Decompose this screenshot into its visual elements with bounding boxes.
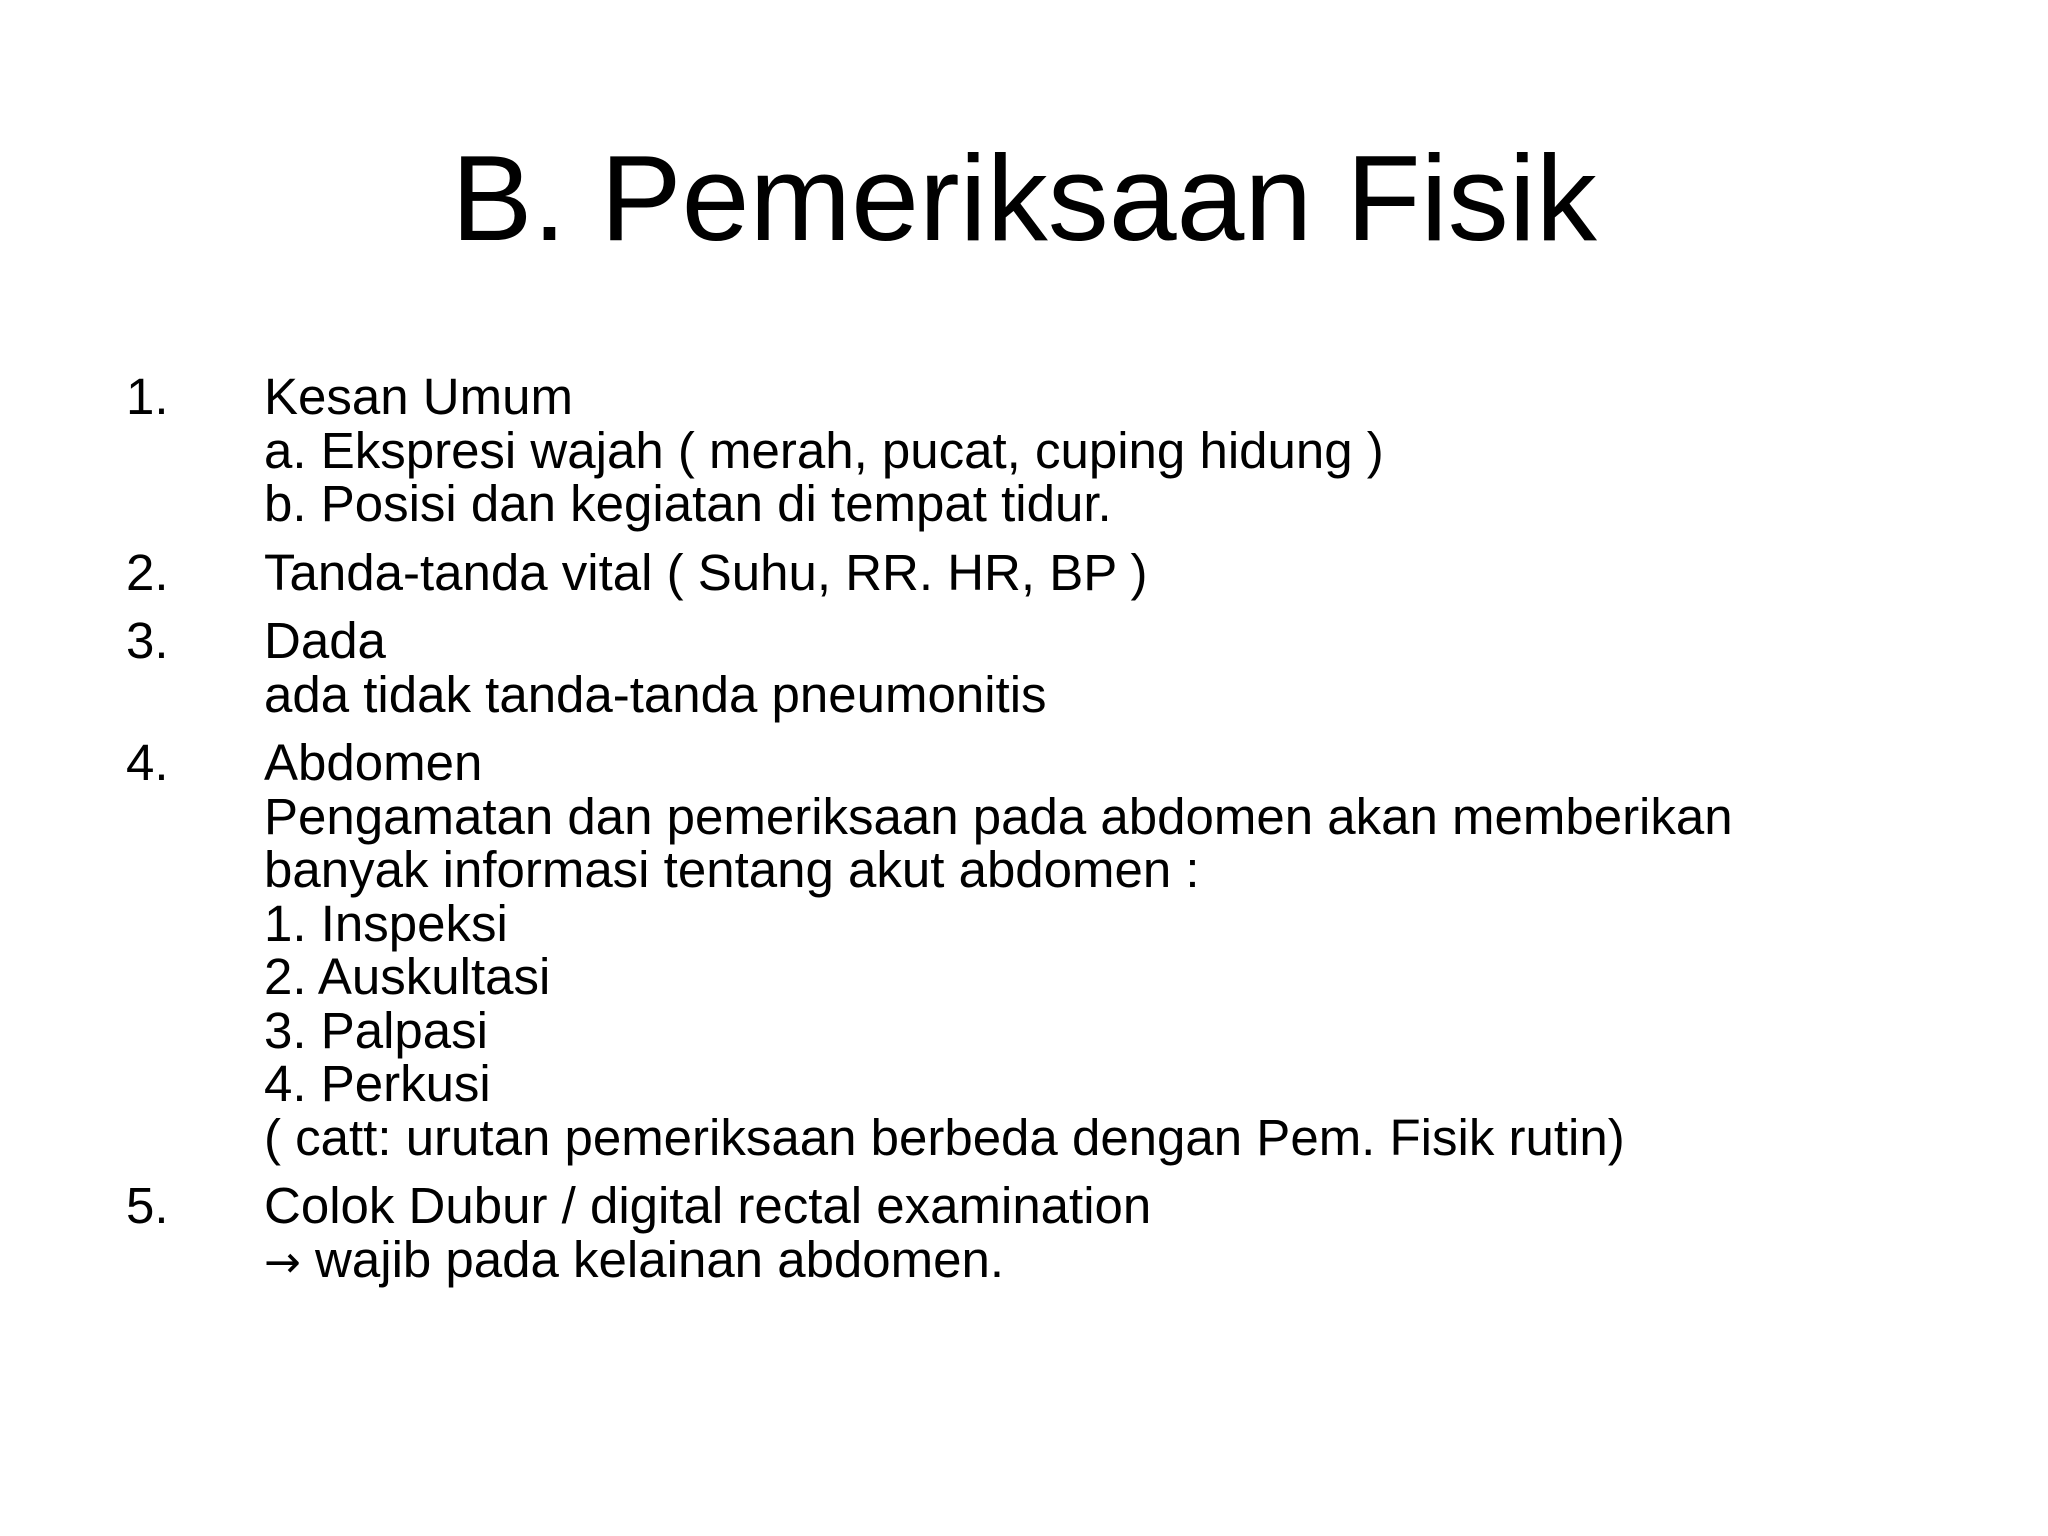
item-heading: Abdomen (264, 734, 483, 791)
item-heading: Tanda-tanda vital ( Suhu, RR. HR, BP ) (264, 543, 1148, 601)
list-item (126, 370, 2026, 531)
list-item-number: 5. (126, 1177, 169, 1234)
right-arrow-icon: → (264, 1236, 301, 1288)
list-item-number: 2. (126, 543, 169, 601)
sub-item-perkusi: 4. Perkusi (264, 1055, 491, 1112)
page-title: B. Pemeriksaan Fisik (451, 130, 1597, 266)
item-line: banyak informasi tentang akut abdomen : (264, 841, 1200, 898)
item-line: Pengamatan dan pemeriksaan pada abdomen akan memberikan (264, 787, 1733, 845)
list-item (126, 736, 2026, 1164)
item-note: ( catt: urutan pemeriksaan berbeda dengan Pem. Fisik rutin) (264, 1108, 1625, 1166)
item-line: b. Posisi dan kegiatan di tempat tidur. (264, 475, 1112, 532)
list-item (126, 614, 2026, 721)
item-line: ada tidak tanda-tanda pneumonitis (264, 665, 1047, 723)
item-heading: Colok Dubur / digital rectal examination (264, 1177, 1152, 1234)
item-line: a. Ekspresi wajah ( merah, pucat, cuping hidung ) (264, 421, 1384, 479)
list-item-number: 1. (126, 368, 169, 425)
item-heading: Kesan Umum (264, 368, 573, 425)
content-list (126, 370, 2026, 1304)
sub-item-palpasi: 3. Palpasi (264, 1001, 488, 1059)
list-item-number: 3. (126, 612, 169, 669)
sub-item-auskultasi: 2. Auskultasi (264, 948, 551, 1005)
item-line (264, 1230, 2026, 1290)
list-item (126, 543, 2026, 601)
list-item (126, 1179, 2026, 1289)
item-heading: Dada (264, 612, 386, 669)
item-line-text: wajib pada kelainan abdomen. (315, 1230, 1005, 1288)
list-item-number: 4. (126, 734, 169, 791)
sub-item-inspeksi: 1. Inspeksi (264, 894, 508, 952)
